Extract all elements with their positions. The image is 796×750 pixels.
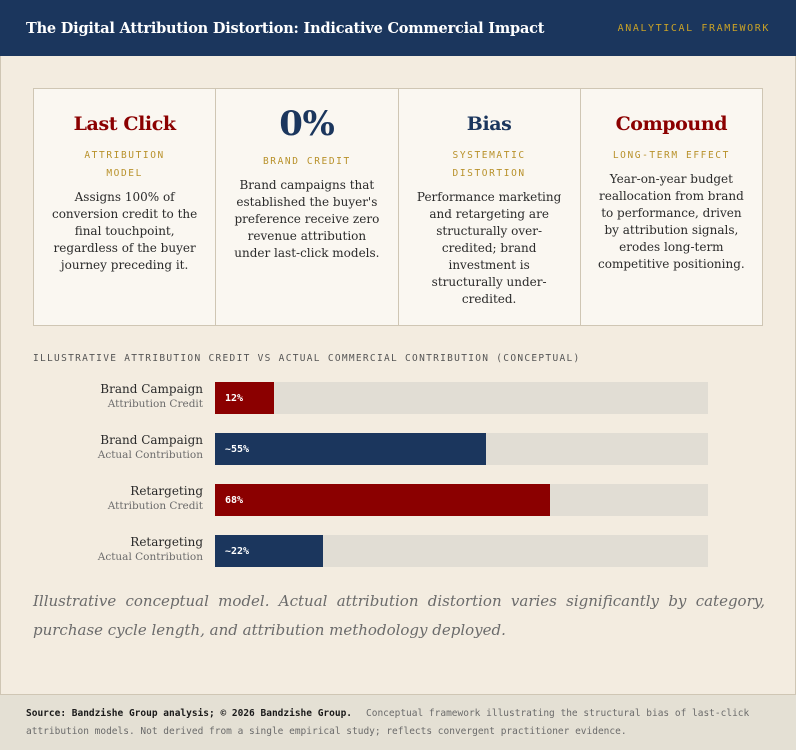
page-title: The Digital Attribution Distortion: Indicative Commercial Impact: [26, 19, 545, 37]
header: [0, 0, 796, 56]
card-value: Bias: [466, 113, 512, 135]
card-label: LONG-TERM EFFECT: [612, 150, 730, 161]
card-last-click: [34, 89, 216, 325]
bar: [215, 484, 550, 516]
card-value: Last Click: [73, 113, 176, 135]
bar-value-label: 12%: [225, 392, 244, 404]
bar-track: [215, 382, 708, 414]
bar-row: [33, 382, 708, 433]
card-description: Assigns 100% of conversion credit to the final touchpoint, regardless of the buyer journey preceding it.: [51, 190, 198, 272]
card-bias: [399, 89, 581, 325]
bar-label: [3, 535, 203, 565]
footnote: Illustrative conceptual model. Actual attribution distortion varies significantly by category, purchase cycle length, and attribution methodology deployed.: [33, 592, 765, 639]
footer: [0, 694, 796, 750]
card-value: 0%: [279, 104, 335, 144]
bar-value-label: 68%: [225, 494, 244, 506]
card-brand-credit: [216, 89, 398, 325]
card-value: Compound: [615, 113, 728, 135]
card-label: BRAND CREDIT: [262, 156, 351, 167]
bar-value-label: ~22%: [225, 545, 250, 557]
footer-source: Source: Bandzishe Group analysis; © 2026 Bandzishe Group.: [26, 708, 353, 719]
header-tag: ANALYTICAL FRAMEWORK: [617, 22, 770, 34]
card-description: Year-on-year budget reallocation from brand to performance, driven by attribution signals, erodes long-term competitive positioning.: [598, 172, 745, 271]
bar: [215, 535, 323, 567]
bar-label: [3, 433, 203, 463]
bar-category: Brand Campaign: [100, 382, 203, 396]
bar-label: [3, 382, 203, 412]
bar: [215, 433, 486, 465]
footer-text: Conceptual framework illustrating the structural bias of last-click attribution models. Not derived from a single empirical study; reflects convergent practitioner evidence.: [26, 708, 750, 737]
bar-measure: Actual Contribution: [97, 551, 203, 563]
bar-category: Retargeting: [130, 535, 203, 549]
card-label: SYSTEMATIC DISTORTION: [452, 150, 526, 179]
bar-row: [33, 535, 708, 586]
bar-row: [33, 484, 708, 535]
bar-category: Brand Campaign: [100, 433, 203, 447]
bar-measure: Attribution Credit: [107, 398, 203, 410]
bar-measure: Actual Contribution: [97, 449, 203, 461]
card-description: Brand campaigns that established the buyer's preference receive zero revenue attribution under last-click models.: [234, 178, 380, 260]
bar-measure: Attribution Credit: [107, 500, 203, 512]
bar-label: [3, 484, 203, 514]
card-label: ATTRIBUTION MODEL: [84, 150, 165, 179]
bar-value-label: ~55%: [225, 443, 250, 455]
bar-track: [215, 484, 708, 516]
stat-cards: [33, 88, 763, 326]
bar-row: [33, 433, 708, 484]
bar-track: [215, 535, 708, 567]
chart-title: ILLUSTRATIVE ATTRIBUTION CREDIT VS ACTUAL COMMERCIAL CONTRIBUTION (CONCEPTUAL): [33, 353, 581, 364]
bar-category: Retargeting: [130, 484, 203, 498]
card-description: Performance marketing and retargeting are structurally over-credited; brand investment is structurally under-credited.: [416, 190, 562, 306]
card-compound: [581, 89, 762, 325]
bar: [215, 382, 274, 414]
bar-track: [215, 433, 708, 465]
bar-chart: [33, 382, 708, 586]
